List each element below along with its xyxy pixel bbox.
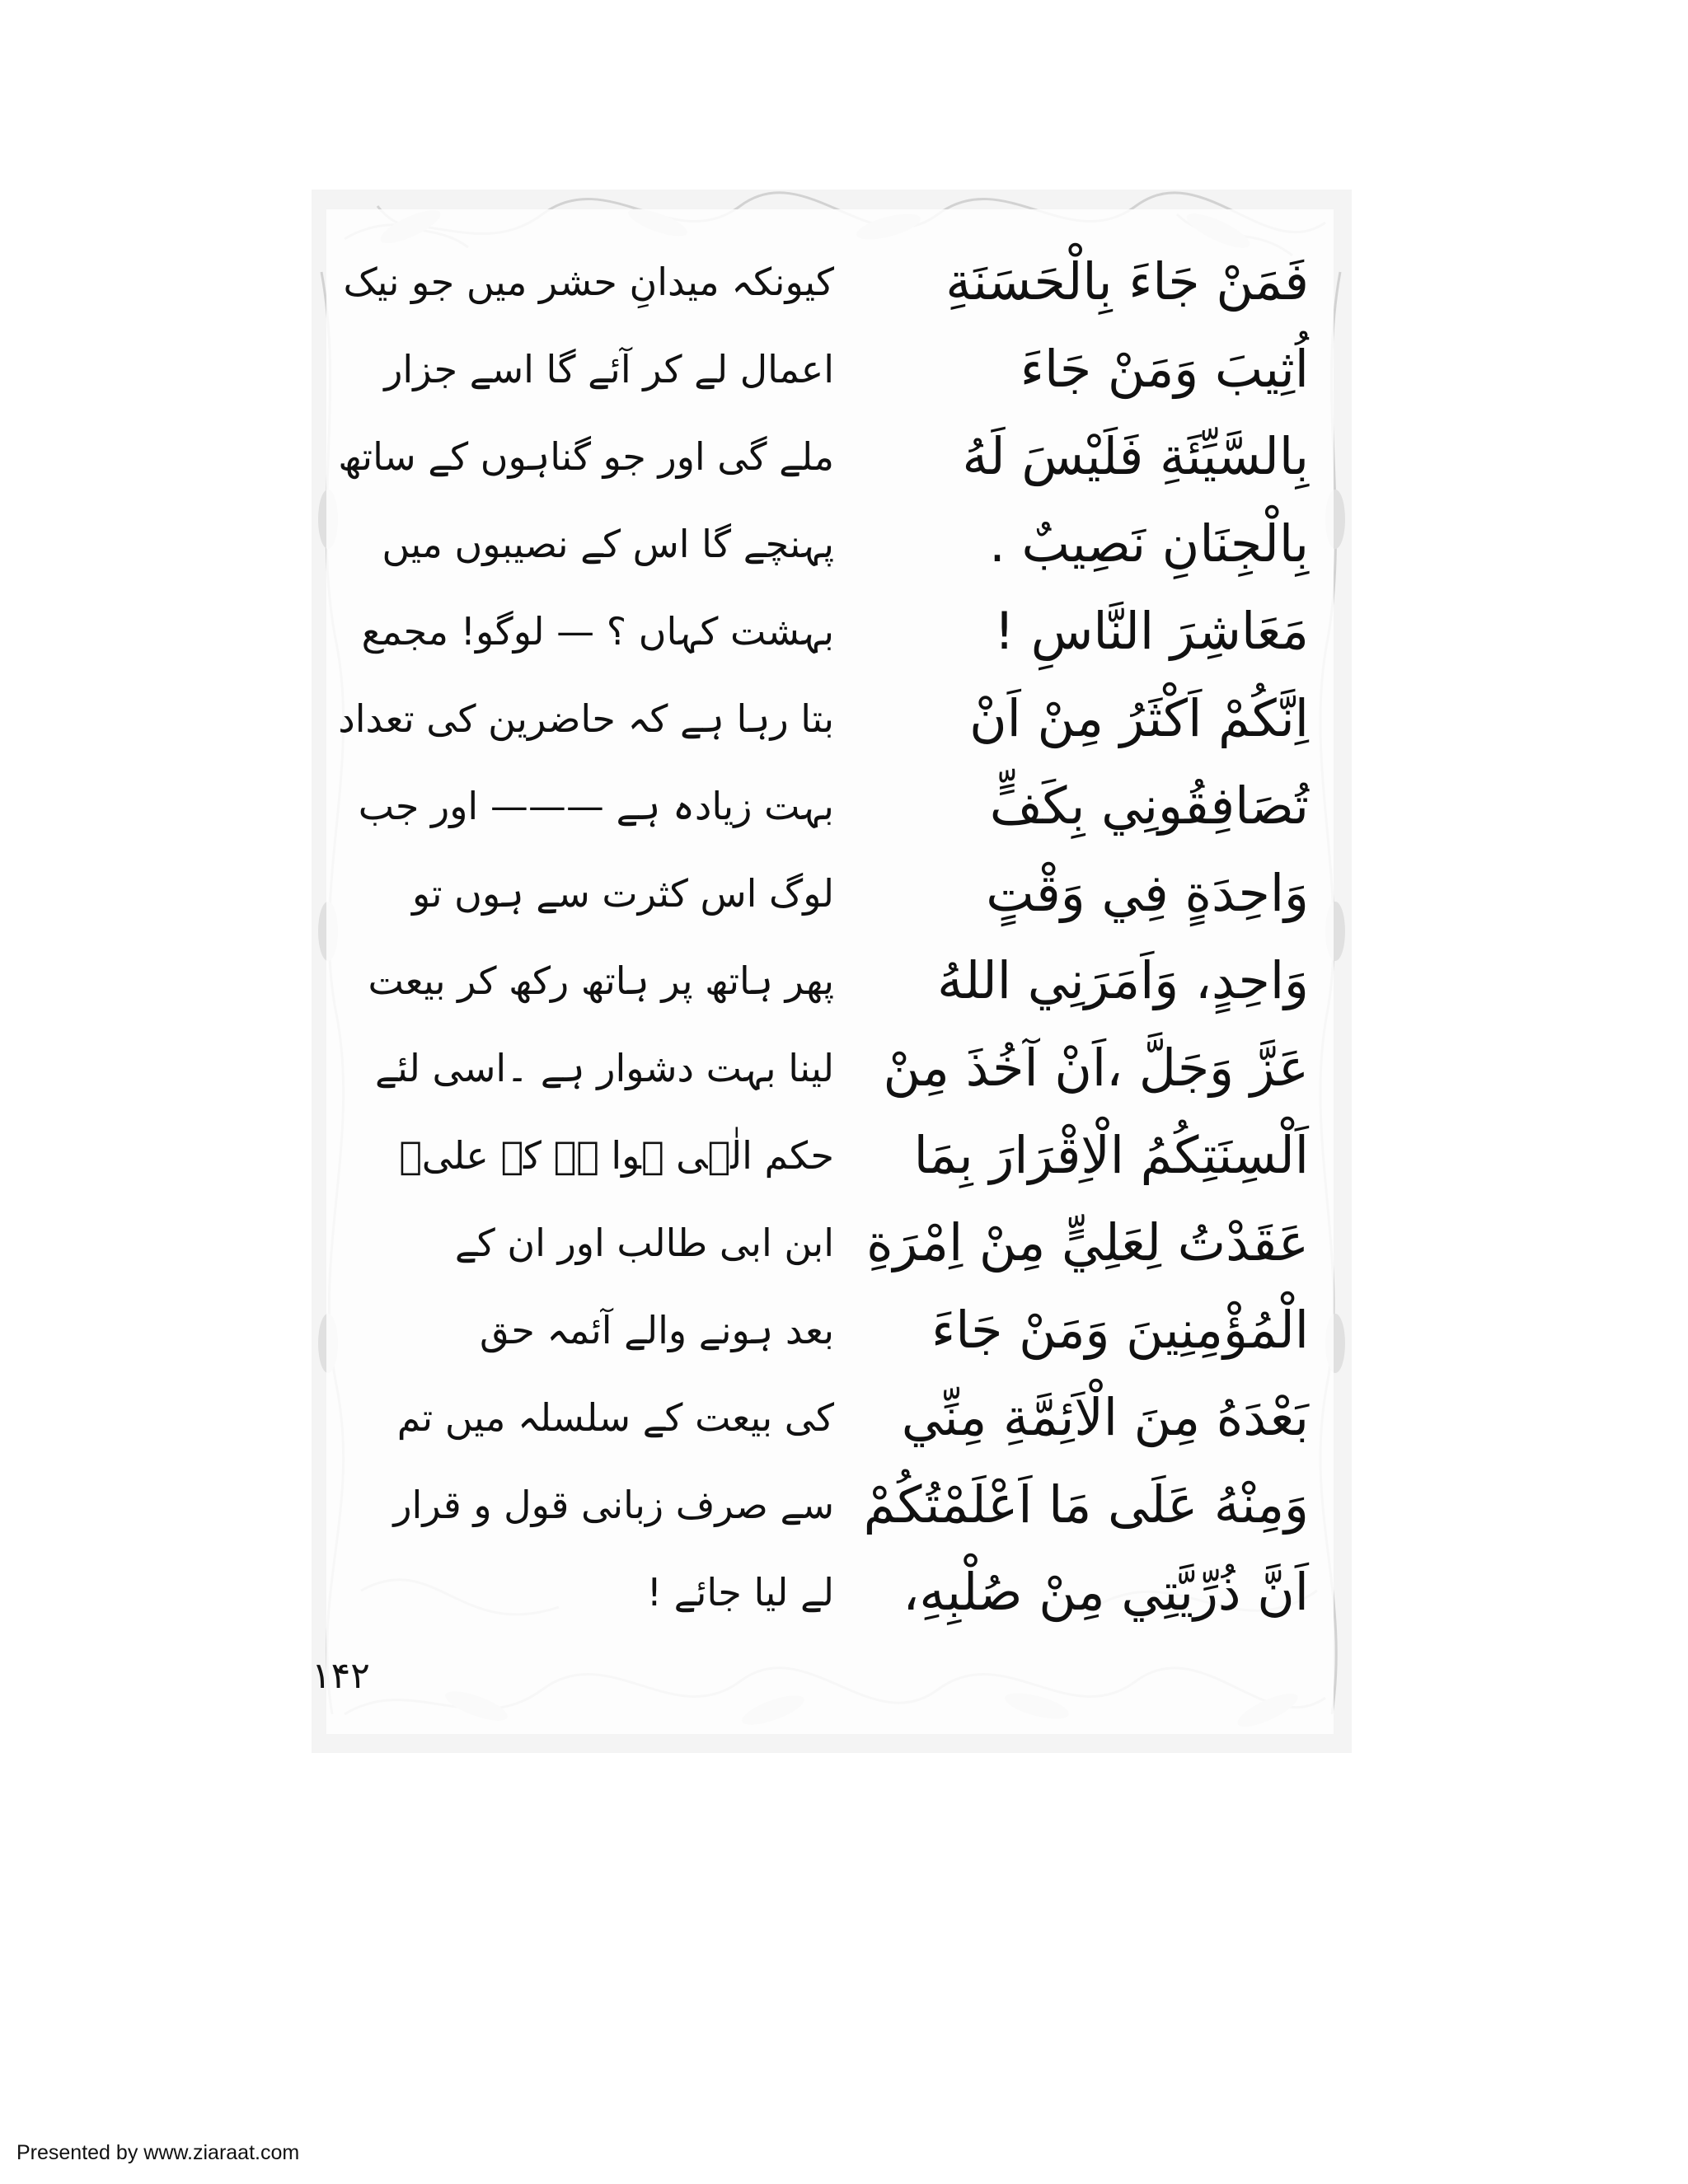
text-panel	[326, 209, 1334, 1734]
urdu-translation: بتا رہا ہے کہ حاضرین کی تعداد	[338, 696, 834, 741]
decorative-page-frame	[312, 190, 1352, 1753]
verse-line	[326, 1464, 1334, 1546]
verse-line	[326, 328, 1334, 410]
verse-line	[326, 503, 1334, 585]
arabic-text: اَلْسِنَتِكُمُ الْاِقْرَارَ بِمَا	[913, 1125, 1309, 1185]
urdu-translation: حکم الٰہی ہوا ہے کہ علیؑ	[399, 1133, 834, 1178]
urdu-translation: ملے گی اور جو گناہوں کے ساتھ	[338, 434, 834, 479]
arabic-text: مَعَاشِرَ النَّاسِ !	[994, 601, 1309, 661]
urdu-translation: اعمال لے کر آئے گا اسے جزار	[384, 347, 834, 391]
verse-line	[326, 940, 1334, 1022]
arabic-text: عَقَدْتُ لِعَلِيٍّ مِنْ اِمْرَةِ	[866, 1212, 1309, 1272]
arabic-text: اُثِيبَ وَمَنْ جَاءَ	[1020, 339, 1309, 399]
arabic-text: الْمُؤْمِنِينَ وَمَنْ جَاءَ	[931, 1300, 1309, 1360]
verse-line	[326, 765, 1334, 847]
urdu-translation: کیونکہ میدانِ حشر میں جو نیک	[343, 260, 834, 304]
verse-line	[326, 590, 1334, 673]
verse-line	[326, 1114, 1334, 1197]
arabic-text: بِالْجِنَانِ نَصِيبٌ .	[989, 513, 1309, 574]
urdu-translation: کی بیعت کے سلسلہ میں تم	[396, 1395, 834, 1440]
arabic-text: تُصَافِقُونِي بِكَفٍّ	[989, 776, 1309, 836]
verse-line	[326, 241, 1334, 323]
arabic-text: فَمَنْ جَاءَ بِالْحَسَنَةِ	[945, 251, 1309, 312]
arabic-text: بِالسَّيِّئَةِ فَلَيْسَ لَهُ	[962, 426, 1309, 486]
urdu-translation: بعد ہونے والے آئمہ حق	[480, 1308, 834, 1352]
footer-credit: Presented by www.ziaraat.com	[16, 2141, 300, 2164]
verse-line	[326, 1202, 1334, 1284]
arabic-text: وَمِنْهُ عَلَى مَا اَعْلَمْتُكُمْ	[863, 1474, 1309, 1535]
verse-line	[326, 1376, 1334, 1459]
urdu-translation: ابن ابی طالب اور ان کے	[454, 1221, 834, 1265]
verse-line	[326, 1551, 1334, 1633]
urdu-translation: سے صرف زبانی قول و قرار	[393, 1483, 834, 1527]
verse-line	[326, 1027, 1334, 1109]
verse-line	[326, 415, 1334, 498]
urdu-translation: لے لیا جائے !	[646, 1570, 834, 1615]
arabic-text: وَاحِدَةٍ فِي وَقْتٍ	[986, 863, 1309, 923]
page-number: ۱۴۲	[312, 1655, 370, 1697]
verse-line	[326, 677, 1334, 760]
arabic-text: بَعْدَهُ مِنَ الْاَئِمَّةِ مِنِّي	[901, 1387, 1309, 1447]
urdu-translation: لینا بہت دشوار ہے ۔اسی لئے	[375, 1046, 834, 1090]
urdu-translation: پھر ہاتھ پر ہاتھ رکھ کر بیعت	[368, 958, 834, 1003]
arabic-text: عَزَّ وَجَلَّ ،اَنْ آخُذَ مِنْ	[883, 1038, 1309, 1098]
verse-line	[326, 852, 1334, 935]
verse-line	[326, 1289, 1334, 1371]
arabic-text: اَنَّ ذُرِّيَّتِي مِنْ صُلْبِهِ،	[903, 1562, 1309, 1622]
urdu-translation: لوگ اس کثرت سے ہوں تو	[411, 871, 834, 916]
arabic-text: اِنَّكُمْ اَكْثَرُ مِنْ اَنْ	[969, 688, 1309, 748]
urdu-translation: بہت زیادہ ہے ——— اور جب	[358, 784, 834, 828]
urdu-translation: بہشت کہاں ؟ — لوگو! مجمع	[361, 609, 834, 654]
arabic-text: وَاحِدٍ، وَاَمَرَنِي اللهُ	[937, 950, 1309, 1010]
urdu-translation: پہنچے گا اس کے نصیبوں میں	[382, 522, 834, 566]
